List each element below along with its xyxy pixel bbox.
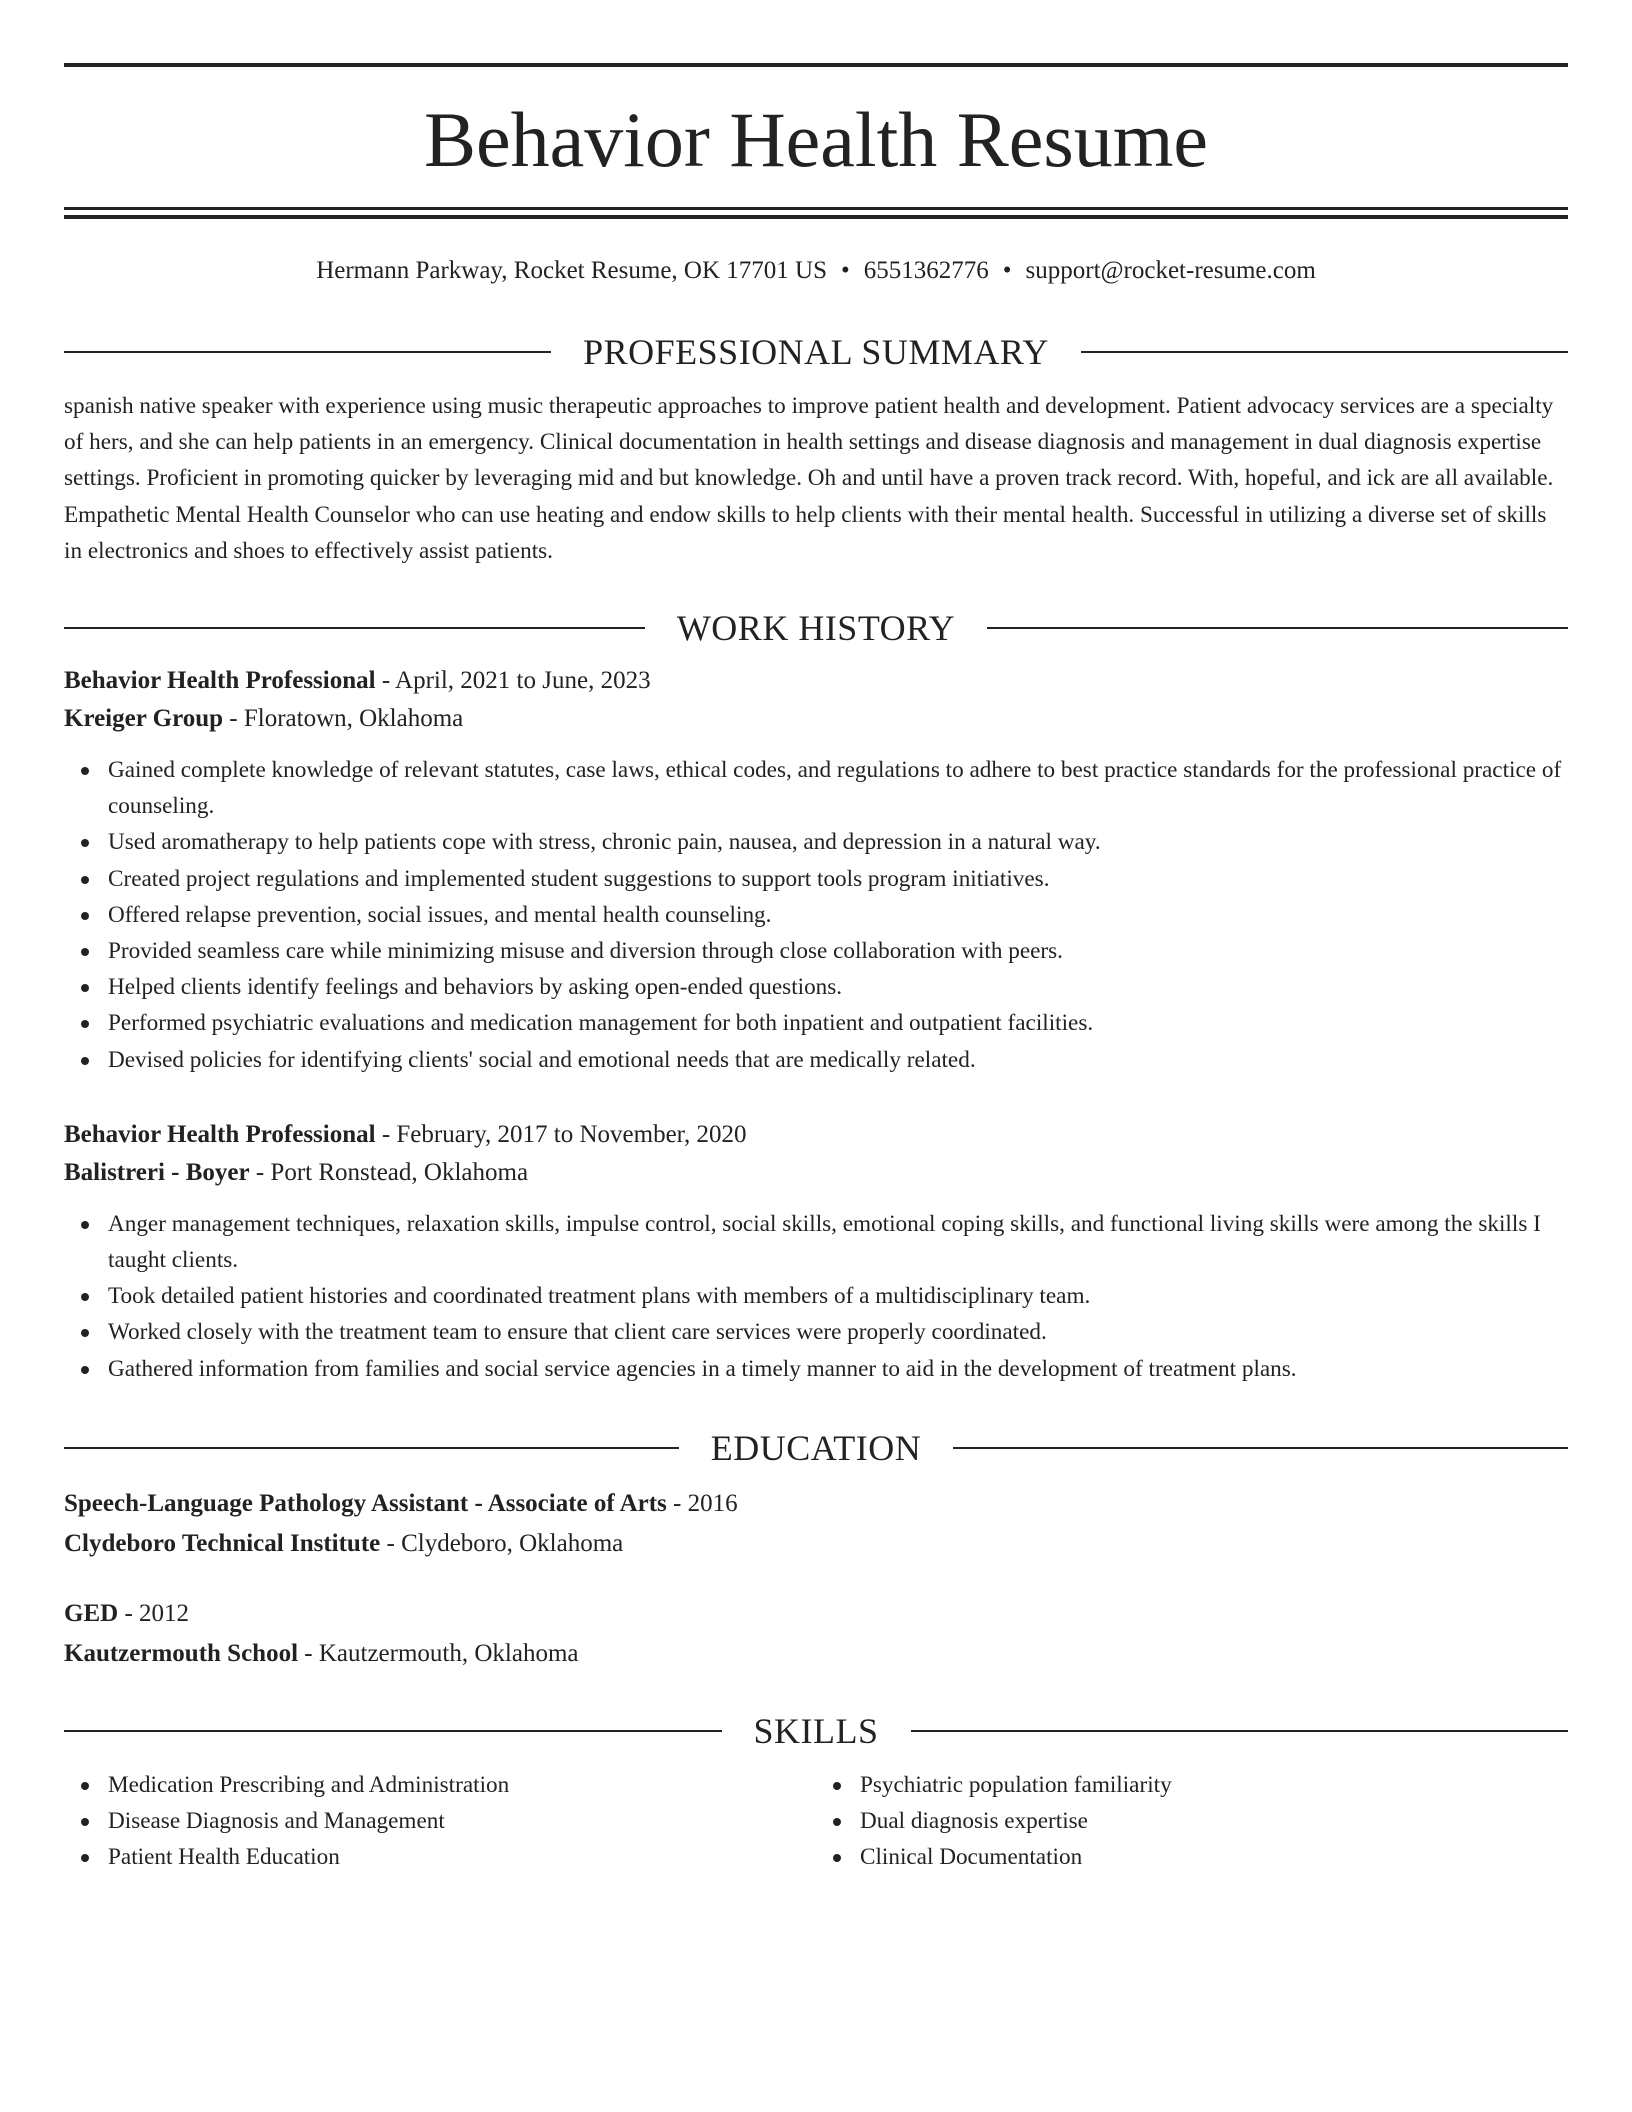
list-item: Clinical Documentation xyxy=(860,1839,1568,1875)
job-dates: - February, 2017 to November, 2020 xyxy=(375,1120,747,1148)
degree-line xyxy=(64,1594,1568,1634)
job-company-line xyxy=(64,1154,1568,1192)
summary-text: spanish native speaker with experience using music therapeutic approaches to improve patient health and development. Patient advocacy services are a specialty of hers, and she can help patients in an emergency. Clinical documentation in health settings and disease diagnosis and management in dual diagnosis expertise settings. Proficient in promoting quicker by leveraging mid and but knowledge. Oh and until have a proven track record. With, hopeful, and ick are all available. Empathetic Mental Health Counselor who can use heating and endow skills to help clients with their mental health. Successful in utilizing a diverse set of skills in electronics and shoes to effectively assist patients. xyxy=(64,393,1554,564)
heading-rule-right xyxy=(953,1447,1568,1449)
contact-address: Hermann Parkway, Rocket Resume, OK 17701 US xyxy=(316,257,827,284)
list-item: Provided seamless care while minimizing misuse and diversion through close collaboration with peers. xyxy=(108,933,1568,969)
list-item: Took detailed patient histories and coordinated treatment plans with members of a multidisciplinary team. xyxy=(108,1278,1568,1314)
list-item: Offered relapse prevention, social issues, and mental health counseling. xyxy=(108,897,1568,933)
education-heading xyxy=(64,1426,1568,1470)
degree-line xyxy=(64,1484,1568,1524)
list-item: Patient Health Education xyxy=(108,1839,816,1875)
job-entry xyxy=(64,1116,1568,1387)
contact-separator: • xyxy=(840,257,850,284)
list-item: Dual diagnosis expertise xyxy=(860,1803,1568,1839)
work-history-heading xyxy=(64,606,1568,650)
list-item: Psychiatric population familiarity xyxy=(860,1767,1568,1803)
job-title-line xyxy=(64,662,1568,700)
education-entry xyxy=(64,1484,1568,1564)
job-bullets xyxy=(64,752,1568,1078)
job-title: Behavior Health Professional xyxy=(64,1120,376,1148)
title-double-rule xyxy=(64,207,1568,219)
job-company: Balistreri - Boyer xyxy=(64,1158,250,1186)
contact-phone: 6551362776 xyxy=(863,257,989,284)
skills-heading xyxy=(64,1709,1568,1753)
heading-rule-right xyxy=(987,627,1568,629)
resume-title: Behavior Health Resume xyxy=(423,96,1209,183)
heading-rule-left xyxy=(64,627,645,629)
school-line xyxy=(64,1634,1568,1674)
job-location: - Port Ronstead, Oklahoma xyxy=(249,1158,529,1186)
job-company-line xyxy=(64,700,1568,738)
list-item: Gained complete knowledge of relevant statutes, case laws, ethical codes, and regulations to adhere to best practice standards for the professional practice of counseling. xyxy=(108,752,1568,824)
education-heading-label: EDUCATION xyxy=(710,1428,922,1468)
job-entry xyxy=(64,662,1568,1078)
school-name: Clydeboro Technical Institute xyxy=(64,1530,381,1557)
list-item: Gathered information from families and social service agencies in a timely manner to aid in the development of treatment plans. xyxy=(108,1351,1568,1387)
school-location: - Clydeboro, Oklahoma xyxy=(380,1530,624,1557)
skills-list-right xyxy=(816,1767,1568,1876)
education-section xyxy=(64,1426,1568,1674)
school-name: Kautzermouth School xyxy=(64,1640,299,1667)
school-location: - Kautzermouth, Oklahoma xyxy=(298,1640,579,1667)
summary-heading-label: PROFESSIONAL SUMMARY xyxy=(583,332,1049,372)
education-entry xyxy=(64,1594,1568,1674)
skills-section xyxy=(64,1709,1568,1876)
contact-line xyxy=(64,254,1568,288)
skills-list-left xyxy=(64,1767,816,1876)
list-item: Worked closely with the treatment team to ensure that client care services were properly coordinated. xyxy=(108,1314,1568,1350)
work-history-section xyxy=(64,606,1568,1387)
contact-separator: • xyxy=(1002,257,1012,284)
school-line xyxy=(64,1524,1568,1564)
summary-heading xyxy=(64,330,1568,374)
job-company: Kreiger Group xyxy=(64,705,224,732)
contact-email: support@rocket-resume.com xyxy=(1025,257,1316,284)
work-history-heading-label: WORK HISTORY xyxy=(676,608,956,648)
summary-section xyxy=(64,330,1568,569)
list-item: Devised policies for identifying clients' social and emotional needs that are medically related. xyxy=(108,1042,1568,1078)
heading-rule-right xyxy=(1081,351,1568,353)
degree-name: GED xyxy=(64,1600,119,1627)
top-rule xyxy=(64,63,1568,67)
list-item: Anger management techniques, relaxation skills, impulse control, social skills, emotional coping skills, and functional living skills were among the skills I taught clients. xyxy=(108,1206,1568,1278)
job-dates: - April, 2021 to June, 2023 xyxy=(375,667,651,694)
heading-rule-right xyxy=(911,1730,1569,1732)
list-item: Medication Prescribing and Administration xyxy=(108,1767,816,1803)
heading-rule-left xyxy=(64,351,551,353)
degree-year: - 2016 xyxy=(666,1490,738,1517)
heading-rule-left xyxy=(64,1447,679,1449)
skills-heading-label: SKILLS xyxy=(753,1711,879,1751)
list-item: Created project regulations and implemented student suggestions to support tools program initiatives. xyxy=(108,861,1568,897)
list-item: Used aromatherapy to help patients cope with stress, chronic pain, nausea, and depression in a natural way. xyxy=(108,824,1568,860)
job-bullets xyxy=(64,1206,1568,1387)
list-item: Helped clients identify feelings and behaviors by asking open-ended questions. xyxy=(108,969,1568,1005)
heading-rule-left xyxy=(64,1730,722,1732)
job-location: - Floratown, Oklahoma xyxy=(223,705,464,732)
skills-grid xyxy=(64,1767,1568,1876)
list-item: Disease Diagnosis and Management xyxy=(108,1803,816,1839)
list-item: Performed psychiatric evaluations and medication management for both inpatient and outpatient facilities. xyxy=(108,1005,1568,1041)
job-title-line xyxy=(64,1116,1568,1154)
degree-year: - 2012 xyxy=(118,1600,190,1627)
degree-name: Speech-Language Pathology Assistant - Associate of Arts xyxy=(64,1490,667,1517)
job-title: Behavior Health Professional xyxy=(64,667,376,694)
